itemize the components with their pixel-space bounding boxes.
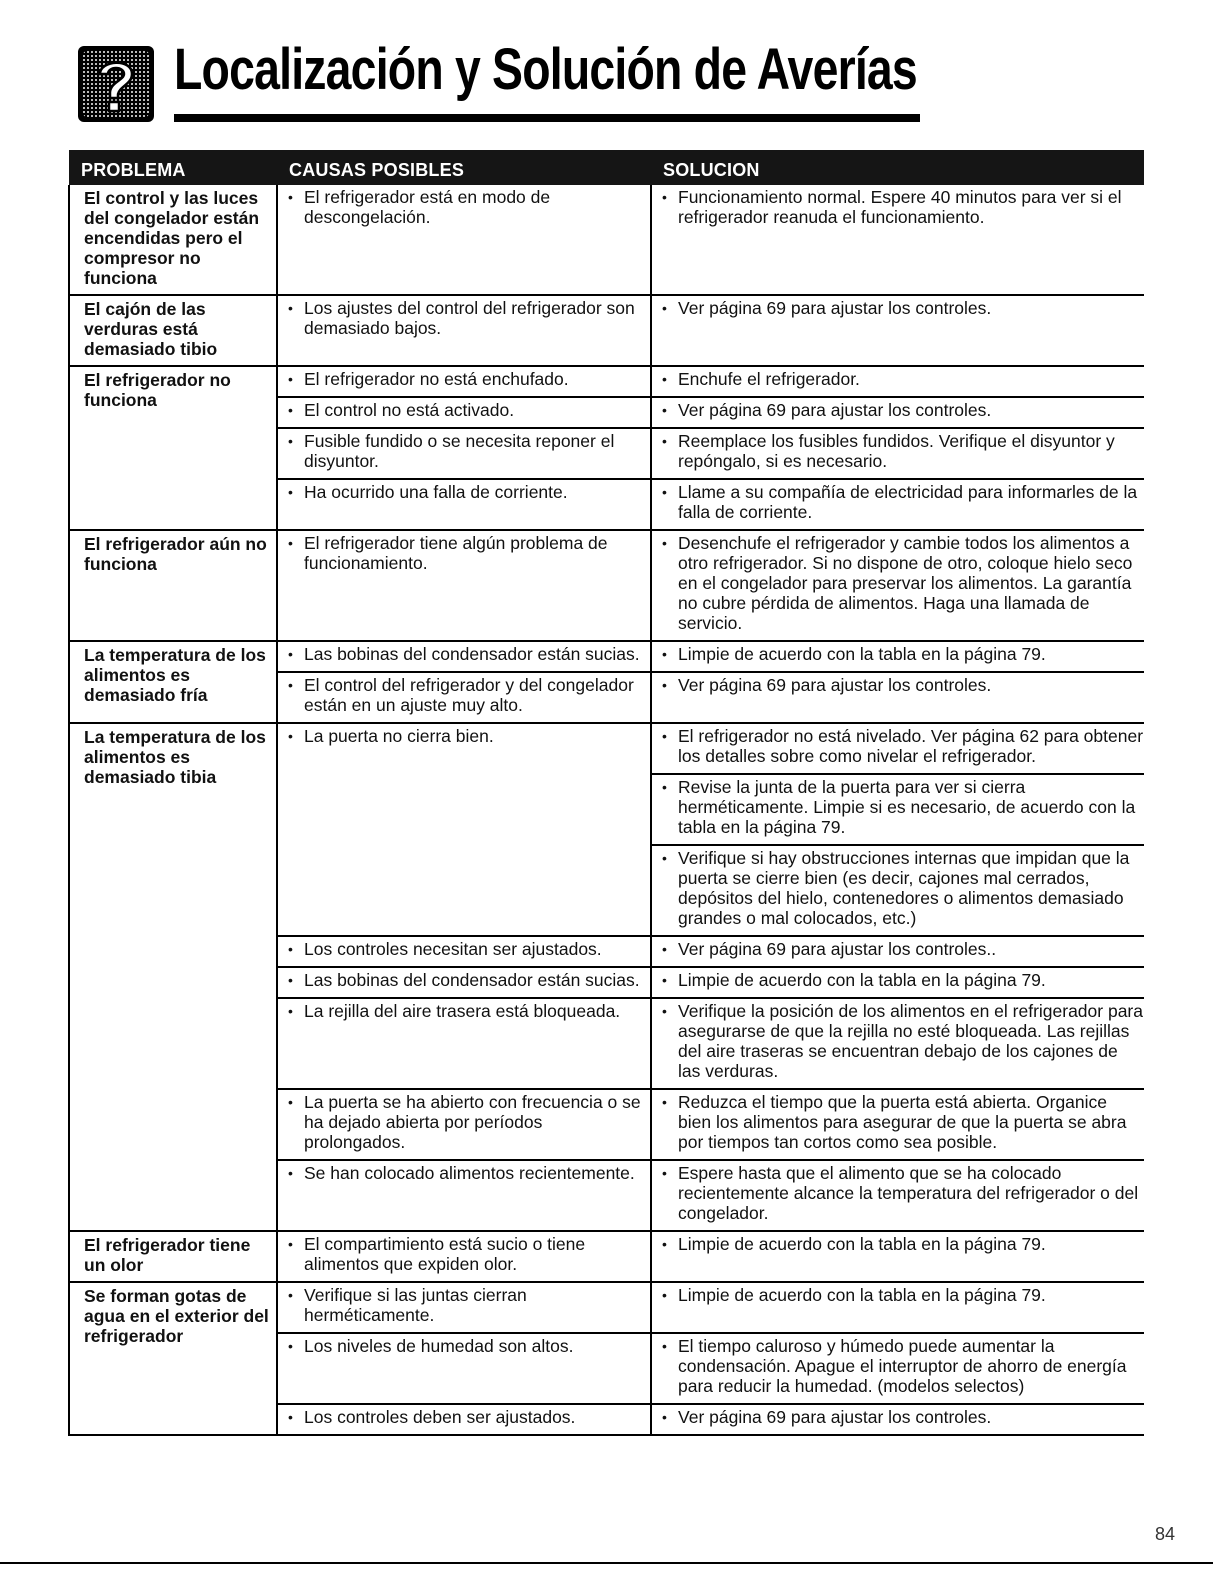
cause-cell: • Los ajustes del control del refrigerador son demasiado bajos. (277, 295, 651, 366)
cause-cell: • Los controles necesitan ser ajustados. (277, 936, 651, 967)
cause-cell: • El refrigerador tiene algún problema de funcionamiento. (277, 530, 651, 641)
solution-text: Revise la junta de la puerta para ver si cierra herméticamente. Limpie si es necesario, de acuerdo con la tabla en la página 79. (678, 777, 1136, 837)
solution-text: El refrigerador no está nivelado. Ver página 62 para obtener los detalles sobre como nivelar el refrigerador. (678, 726, 1144, 766)
cause-text: Fusible fundido o se necesita reponer el disyuntor. (304, 431, 615, 471)
solution-text: Verifique si hay obstrucciones internas que impidan que la puerta se cierre bien (es decir, cajones mal cerrados, depósitos del hielo, contenedores o alimentos demasiado grandes o mal colocados, etc.) (678, 848, 1130, 928)
solution-text: Ver página 69 para ajustar los controles. (678, 675, 992, 695)
cause-text: Los niveles de humedad son altos. (304, 1336, 574, 1356)
solution-text: Llame a su compañía de electricidad para informarles de la falla de corriente. (678, 482, 1138, 522)
cause-text: Ha ocurrido una falla de corriente. (304, 482, 568, 502)
solution-cell: • Ver página 69 para ajustar los controles.. (651, 936, 1144, 967)
problem-cell: El control y las luces del congelador están encendidas pero el compresor no funciona (69, 185, 277, 295)
solution-text: Ver página 69 para ajustar los controles. (678, 400, 992, 420)
table-row (69, 185, 1144, 295)
cause-text: Las bobinas del condensador están sucias. (304, 970, 640, 990)
cause-text: La puerta no cierra bien. (304, 726, 494, 746)
solution-text: El tiempo caluroso y húmedo puede aumentar la condensación. Apague el interruptor de ahorro de energía para reducir la humedad. (modelos selectos) (678, 1336, 1127, 1396)
cause-cell: • Ha ocurrido una falla de corriente. (277, 479, 651, 530)
title-underline (174, 114, 920, 122)
solution-cell: • Ver página 69 para ajustar los controles. (651, 1404, 1144, 1435)
solution-text: Limpie de acuerdo con la tabla en la página 79. (678, 1285, 1046, 1305)
solution-cell: • Ver página 69 para ajustar los controles. (651, 295, 1144, 366)
solution-cell: • Reduzca el tiempo que la puerta está abierta. Organice bien los alimentos para asegurar de que la puerta se abra por tiempos tan cortos como sea posible. (651, 1089, 1144, 1160)
solution-text: Ver página 69 para ajustar los controles. (678, 298, 992, 318)
page-header (78, 38, 920, 128)
cause-text: Los ajustes del control del refrigerador son demasiado bajos. (304, 298, 635, 338)
question-mark-icon (78, 46, 154, 122)
cause-cell: • Los niveles de humedad son altos. (277, 1333, 651, 1404)
column-header-problem: PROBLEMA (69, 150, 277, 185)
cause-cell: • Los controles deben ser ajustados. (277, 1404, 651, 1435)
solution-text: Limpie de acuerdo con la tabla en la página 79. (678, 644, 1046, 664)
solution-cell: • Verifique si hay obstrucciones internas que impidan que la puerta se cierre bien (es decir, cajones mal cerrados, depósitos del hielo, contenedores o alimentos demasiado grandes o mal colocados, etc.) (651, 845, 1144, 936)
table-row (69, 723, 1144, 774)
cause-text: La puerta se ha abierto con frecuencia o se ha dejado abierta por períodos prolongados. (304, 1092, 641, 1152)
column-header-solution: SOLUCION (651, 150, 1144, 185)
solution-cell: • Verifique la posición de los alimentos en el refrigerador para asegurarse de que la rejilla no esté bloqueada. Las rejillas del aire traseras se encuentran debajo de los cajones de las verduras. (651, 998, 1144, 1089)
cause-text: Los controles deben ser ajustados. (304, 1407, 576, 1427)
table-row (69, 366, 1144, 397)
solution-cell: • Llame a su compañía de electricidad para informarles de la falla de corriente. (651, 479, 1144, 530)
cause-cell: • El control no está activado. (277, 397, 651, 428)
column-header-causes: CAUSAS POSIBLES (277, 150, 651, 185)
table-row (69, 641, 1144, 672)
table-row (69, 1282, 1144, 1333)
table-row (69, 295, 1144, 366)
cause-text: El compartimiento está sucio o tiene alimentos que expiden olor. (304, 1234, 586, 1274)
problem-cell: Se forman gotas de agua en el exterior del refrigerador (69, 1282, 277, 1435)
problem-cell: El refrigerador tiene un olor (69, 1231, 277, 1282)
solution-text: Verifique la posición de los alimentos en el refrigerador para asegurarse de que la rejilla no esté bloqueada. Las rejillas del aire traseras se encuentran debajo de los cajones de las verduras. (678, 1001, 1143, 1081)
page-title: Localización y Solución de Averías (174, 37, 917, 102)
problem-cell: La temperatura de los alimentos es demasiado fría (69, 641, 277, 723)
solution-text: Reemplace los fusibles fundidos. Verifique el disyuntor y repóngalo, si es necesario. (678, 431, 1115, 471)
cause-text: Verifique si las juntas cierran herméticamente. (304, 1285, 527, 1325)
cause-text: El control no está activado. (304, 400, 515, 420)
solution-text: Limpie de acuerdo con la tabla en la página 79. (678, 970, 1046, 990)
solution-cell: • Espere hasta que el alimento que se ha colocado recientemente alcance la temperatura del refrigerador o del congelador. (651, 1160, 1144, 1231)
solution-text: Ver página 69 para ajustar los controles.. (678, 939, 997, 959)
cause-cell: • La puerta se ha abierto con frecuencia o se ha dejado abierta por períodos prolongados. (277, 1089, 651, 1160)
cause-cell: • Las bobinas del condensador están sucias. (277, 967, 651, 998)
solution-cell: • Limpie de acuerdo con la tabla en la página 79. (651, 641, 1144, 672)
problem-cell: El refrigerador no funciona (69, 366, 277, 530)
solution-cell: • Limpie de acuerdo con la tabla en la página 79. (651, 1231, 1144, 1282)
cause-cell: • El control del refrigerador y del congelador están en un ajuste muy alto. (277, 672, 651, 723)
solution-cell: • Ver página 69 para ajustar los controles. (651, 397, 1144, 428)
solution-cell: • Revise la junta de la puerta para ver si cierra herméticamente. Limpie si es necesario, de acuerdo con la tabla en la página 79. (651, 774, 1144, 845)
problem-cell: El cajón de las verduras está demasiado tibio (69, 295, 277, 366)
problem-cell: El refrigerador aún no funciona (69, 530, 277, 641)
cause-cell: • El compartimiento está sucio o tiene alimentos que expiden olor. (277, 1231, 651, 1282)
cause-text: Se han colocado alimentos recientemente. (304, 1163, 635, 1183)
page-number: 84 (1155, 1524, 1176, 1544)
cause-text: La rejilla del aire trasera está bloqueada. (304, 1001, 621, 1021)
solution-cell: • El refrigerador no está nivelado. Ver página 62 para obtener los detalles sobre como nivelar el refrigerador. (651, 723, 1144, 774)
troubleshooting-table (68, 150, 1144, 1436)
bottom-divider (0, 1562, 1213, 1564)
solution-cell: • Enchufe el refrigerador. (651, 366, 1144, 397)
cause-cell: • Se han colocado alimentos recientemente. (277, 1160, 651, 1231)
cause-cell: • La rejilla del aire trasera está bloqueada. (277, 998, 651, 1089)
problem-cell: La temperatura de los alimentos es demasiado tibia (69, 723, 277, 1231)
table-row (69, 530, 1144, 641)
cause-text: El refrigerador no está enchufado. (304, 369, 569, 389)
solution-cell: • Ver página 69 para ajustar los controles. (651, 672, 1144, 723)
solution-text: Funcionamiento normal. Espere 40 minutos para ver si el refrigerador reanuda el funcionamiento. (678, 187, 1122, 227)
solution-text: Desenchufe el refrigerador y cambie todos los alimentos a otro refrigerador. Si no dispone de otro, coloque hielo seco en el congelador para preservar los alimentos. La garantía no cubre pérdida de alimentos. Haga una llamada de servicio. (678, 533, 1133, 633)
solution-text: Ver página 69 para ajustar los controles. (678, 1407, 992, 1427)
cause-cell: • Verifique si las juntas cierran herméticamente. (277, 1282, 651, 1333)
cause-cell: • La puerta no cierra bien. (277, 723, 651, 936)
cause-text: El refrigerador tiene algún problema de funcionamiento. (304, 533, 608, 573)
solution-text: Limpie de acuerdo con la tabla en la página 79. (678, 1234, 1046, 1254)
solution-text: Enchufe el refrigerador. (678, 369, 860, 389)
table-header-row (69, 150, 1144, 185)
solution-text: Espere hasta que el alimento que se ha colocado recientemente alcance la temperatura del refrigerador o del congelador. (678, 1163, 1139, 1223)
cause-text: El control del refrigerador y del congelador están en un ajuste muy alto. (304, 675, 634, 715)
cause-text: Los controles necesitan ser ajustados. (304, 939, 602, 959)
cause-cell: • Fusible fundido o se necesita reponer el disyuntor. (277, 428, 651, 479)
cause-cell: • Las bobinas del condensador están sucias. (277, 641, 651, 672)
solution-cell: • Desenchufe el refrigerador y cambie todos los alimentos a otro refrigerador. Si no dispone de otro, coloque hielo seco en el congelador para preservar los alimentos. La garantía no cubre pérdida de alimentos. Haga una llamada de servicio. (651, 530, 1144, 641)
cause-cell: • El refrigerador no está enchufado. (277, 366, 651, 397)
solution-cell: • Limpie de acuerdo con la tabla en la página 79. (651, 1282, 1144, 1333)
solution-cell: • Reemplace los fusibles fundidos. Verifique el disyuntor y repóngalo, si es necesario. (651, 428, 1144, 479)
solution-cell: • Limpie de acuerdo con la tabla en la página 79. (651, 967, 1144, 998)
solution-cell: • Funcionamiento normal. Espere 40 minutos para ver si el refrigerador reanuda el funcionamiento. (651, 185, 1144, 295)
solution-cell: • El tiempo caluroso y húmedo puede aumentar la condensación. Apague el interruptor de ahorro de energía para reducir la humedad. (modelos selectos) (651, 1333, 1144, 1404)
solution-text: Reduzca el tiempo que la puerta está abierta. Organice bien los alimentos para asegurar de que la puerta se abra por tiempos tan cortos como sea posible. (678, 1092, 1127, 1152)
cause-text: Las bobinas del condensador están sucias. (304, 644, 640, 664)
cause-cell: • El refrigerador está en modo de descongelación. (277, 185, 651, 295)
cause-text: El refrigerador está en modo de descongelación. (304, 187, 551, 227)
table-row (69, 1231, 1144, 1282)
